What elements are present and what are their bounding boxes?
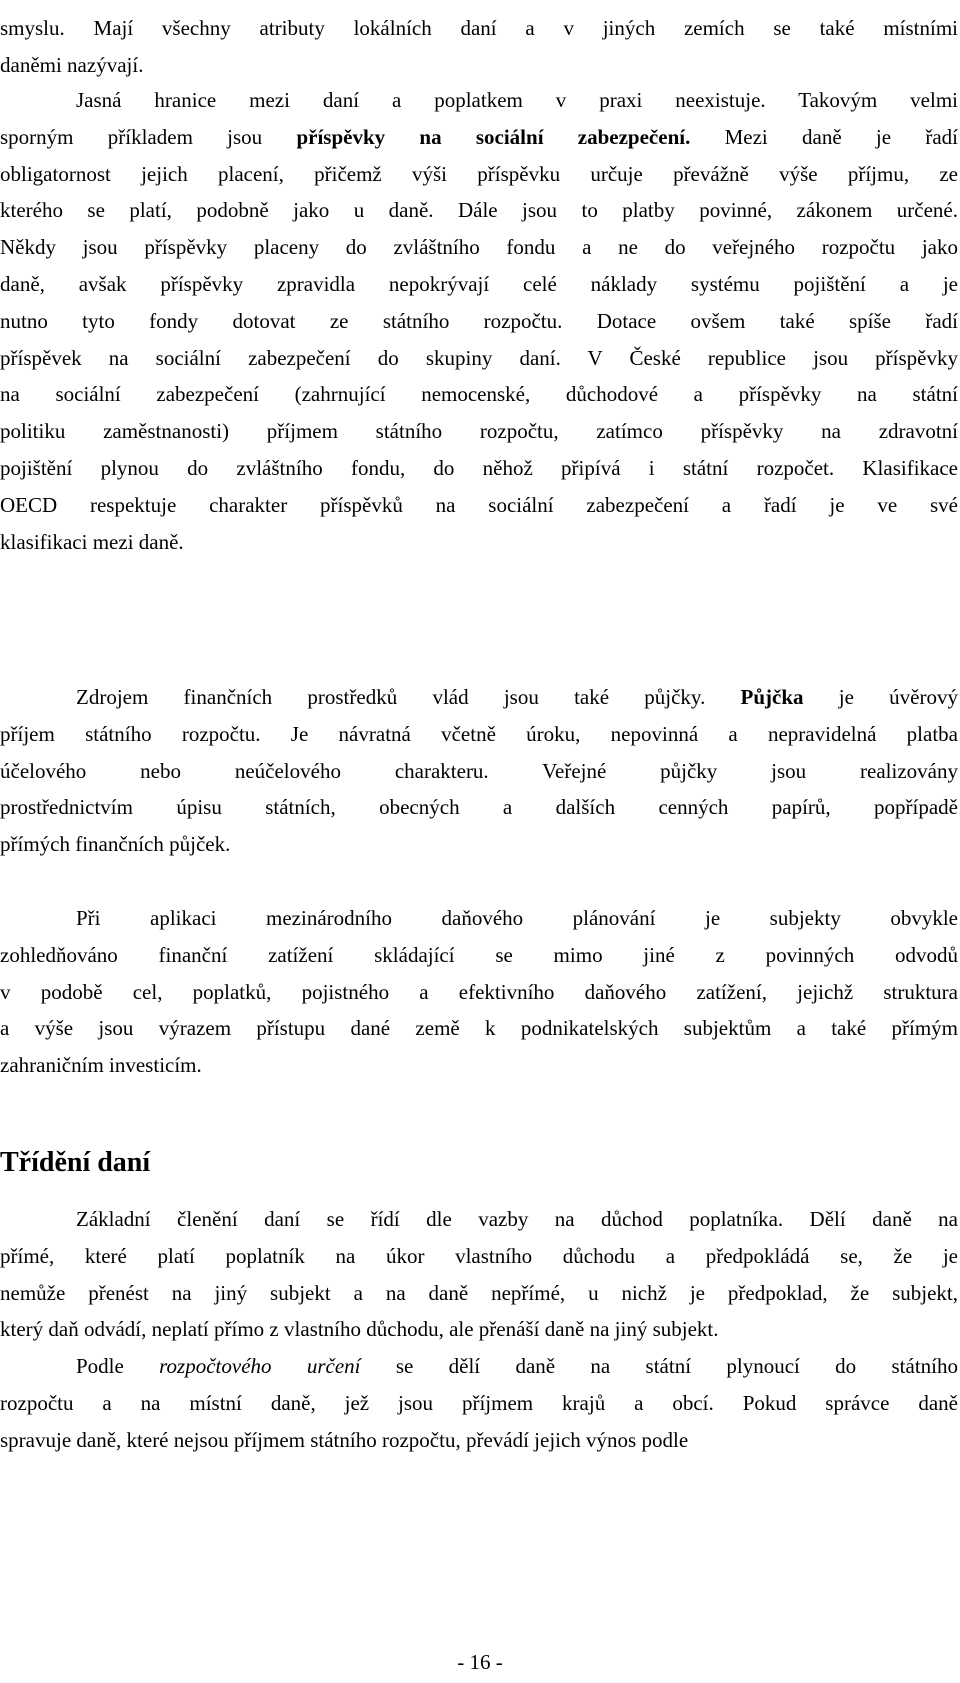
- text-run: zahraničním investicím.: [0, 1053, 202, 1077]
- text-line: [0, 793, 958, 821]
- text-line: [76, 1205, 958, 1233]
- text-run: Mezi daně je řadí: [690, 125, 958, 149]
- text-line: [0, 830, 958, 858]
- text-line: [0, 454, 958, 482]
- text-run: klasifikaci mezi daně.: [0, 530, 184, 554]
- text-line: [0, 270, 958, 298]
- text-run: se dělí daně na státní plynoucí do státního: [360, 1354, 958, 1378]
- text-line: [76, 904, 958, 932]
- text-line: [76, 86, 958, 114]
- section-heading: Třídění daní: [0, 1147, 151, 1178]
- text-line: [0, 1389, 958, 1417]
- text-run: Podle: [76, 1354, 160, 1378]
- text-line: [76, 683, 958, 711]
- text-line: [0, 160, 958, 188]
- text-run: Jasná hranice mezi daní a poplatkem v praxi neexistuje. Takovým velmi: [76, 88, 958, 112]
- text-run: OECD respektuje charakter příspěvků na sociální zabezpečení a řadí je ve své: [0, 493, 958, 517]
- text-run: pojištění plynou do zvláštního fondu, do něhož připívá i státní rozpočet. Klasifikace: [0, 456, 958, 480]
- text-line: [76, 1352, 958, 1380]
- text-run: spravuje daně, které nejsou příjmem státního rozpočtu, převádí jejich výnos podle: [0, 1428, 689, 1452]
- text-run: politiku zaměstnanosti) příjmem státního rozpočtu, zatímco příspěvky na zdravotní: [0, 419, 958, 443]
- text-line: [0, 1051, 958, 1079]
- text-line: [0, 417, 958, 445]
- text-run: prostřednictvím úpisu státních, obecných a dalších cenných papírů, popřípadě: [0, 795, 958, 819]
- text-run: Při aplikaci mezinárodního daňového plánování je subjekty obvykle: [76, 906, 958, 930]
- text-line: [0, 720, 958, 748]
- text-run: nemůže přenést na jiný subjekt a na daně nepřímé, u nichž je předpoklad, že subjekt,: [0, 1281, 958, 1305]
- text-line: [0, 757, 958, 785]
- text-line: [0, 1279, 958, 1307]
- text-run: v podobě cel, poplatků, pojistného a efektivního daňového zatížení, jejichž struktura: [0, 980, 958, 1004]
- text-run: který daň odvádí, neplatí přímo z vlastního důchodu, ale přenáší daně na jiný subjekt.: [0, 1317, 719, 1341]
- text-line: [0, 380, 958, 408]
- text-run: obligatornost jejich placení, přičemž výši příspěvku určuje převážně výše příjmu, ze: [0, 162, 958, 186]
- text-run: zohledňováno finanční zatížení skládající se mimo jiné z povinných odvodů: [0, 943, 958, 967]
- text-run: přímých finančních půjček.: [0, 832, 231, 856]
- text-line: [0, 123, 958, 151]
- text-run: smyslu. Mají všechny atributy lokálních daní a v jiných zemích se také místními: [0, 16, 958, 40]
- text-line: [0, 1242, 958, 1270]
- text-line: [0, 491, 958, 519]
- text-line: [0, 233, 958, 261]
- text-line: [0, 941, 958, 969]
- text-line: [0, 307, 958, 335]
- text-line: [0, 1426, 958, 1454]
- text-run: je úvěrový: [803, 685, 958, 709]
- page-number: - 16 -: [457, 1650, 503, 1674]
- text-run: sporným příkladem jsou: [0, 125, 297, 149]
- text-run: rozpočtu a na místní daně, jež jsou příjmem krajů a obcí. Pokud správce daně: [0, 1391, 958, 1415]
- text-run: příjem státního rozpočtu. Je návratná včetně úroku, nepovinná a nepravidelná platba: [0, 722, 958, 746]
- bold-text: Půjčka: [740, 685, 804, 709]
- text-line: [0, 528, 958, 556]
- text-line: [0, 1014, 958, 1042]
- text-run: daně, avšak příspěvky zpravidla nepokrývají celé náklady systému pojištění a je: [0, 272, 958, 296]
- text-run: nutno tyto fondy dotovat ze státního rozpočtu. Dotace ovšem také spíše řadí: [0, 309, 958, 333]
- text-run: na sociální zabezpečení (zahrnující nemocenské, důchodové a příspěvky na státní: [0, 382, 958, 406]
- italic-text: rozpočtového určení: [159, 1354, 361, 1378]
- text-line: [0, 196, 958, 224]
- text-run: Někdy jsou příspěvky placeny do zvláštního fondu a ne do veřejného rozpočtu jako: [0, 235, 958, 259]
- text-line: [0, 978, 958, 1006]
- text-line: [0, 51, 958, 79]
- text-line: [0, 344, 958, 372]
- text-run: příspěvek na sociální zabezpečení do skupiny daní. V České republice jsou příspěvky: [0, 346, 958, 370]
- text-run: Základní členění daní se řídí dle vazby na důchod poplatníka. Dělí daně na: [76, 1207, 958, 1231]
- text-line: [0, 1315, 958, 1343]
- text-run: a výše jsou výrazem přístupu dané země k podnikatelských subjektům a také přímým: [0, 1016, 958, 1040]
- bold-text: příspěvky na sociální zabezpečení.: [296, 125, 691, 149]
- text-line: [0, 14, 958, 42]
- text-run: účelového nebo neúčelového charakteru. Veřejné půjčky jsou realizovány: [0, 759, 958, 783]
- text-run: Zdrojem finančních prostředků vlád jsou také půjčky.: [76, 685, 741, 709]
- text-run: daněmi nazývají.: [0, 53, 144, 77]
- text-run: kterého se platí, podobně jako u daně. Dále jsou to platby povinné, zákonem určené.: [0, 198, 958, 222]
- text-run: přímé, které platí poplatník na úkor vlastního důchodu a předpokládá se, že je: [0, 1244, 958, 1268]
